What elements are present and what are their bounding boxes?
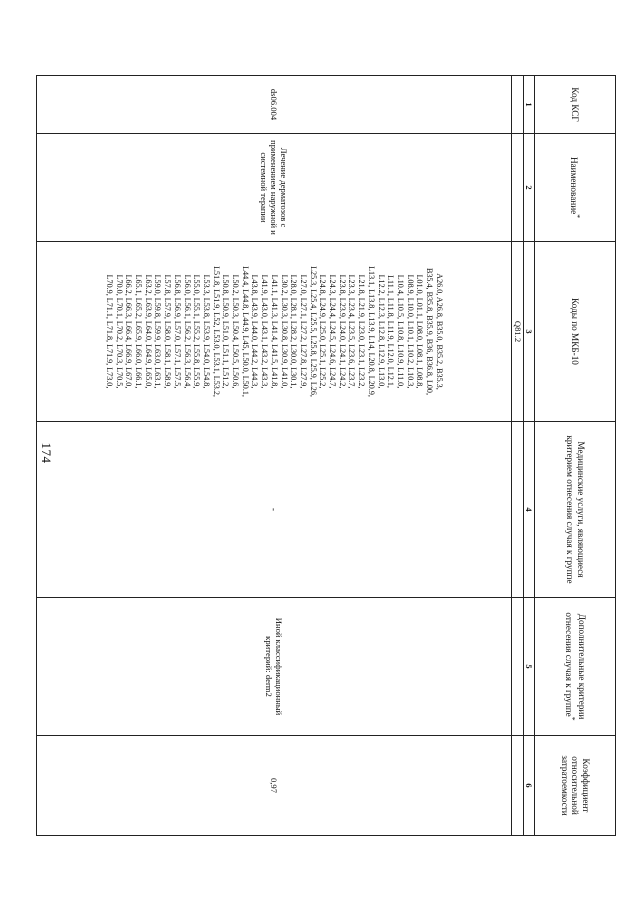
row-mkb-codes xyxy=(37,242,512,422)
mkb-code-line: L55.0, L55.1, L55.2, L55.8, L55.9, xyxy=(192,274,202,389)
mkb-code-line: L24.3, L24.4, L24.5, L24.6, L24.7, xyxy=(328,274,338,389)
mkb-code-line: L70.9, L71.1, L71.8, L71.9, L73.0, xyxy=(104,274,114,389)
mkb-code-line: L50.8, L50.9, L51.0, L51.1, L51.2, xyxy=(221,274,231,389)
rotated-table-sheet xyxy=(36,75,616,835)
mkb-code-line: L21.8, L21.9, L23.0, L23.1, L23.2, xyxy=(357,274,367,389)
mkb-code-line: L08.9, L10.0, L10.1, L10.2, L10.3, xyxy=(405,274,415,389)
mkb-code-line: L50.2, L50.3, L50.4, L50.5, L50.6, xyxy=(231,274,241,389)
row-name: Лечение дерматозов с применением наружной и системной терапии xyxy=(37,134,512,242)
table-row xyxy=(37,76,512,836)
column-number-row xyxy=(523,76,534,836)
mkb-code-line: L24.8, L24.9, L25.0, L25.1, L25.2, xyxy=(318,274,328,389)
carry-mkb-cell: Q81.2 xyxy=(511,242,523,422)
mkb-code-line: L23.8, L23.9, L24.0, L24.1, L24.2, xyxy=(337,274,347,389)
carry-over-row xyxy=(511,76,523,836)
mkb-code-line: L30.2, L30.3, L30.8, L30.9, L41.0, xyxy=(279,274,289,389)
header-name-text: Наименование xyxy=(568,156,579,215)
column-number: 6 xyxy=(523,736,534,836)
column-number: 3 xyxy=(523,242,534,422)
column-number: 1 xyxy=(523,76,534,134)
mkb-code-line: L59.0, L59.8, L59.9, L63.0, L63.1, xyxy=(153,274,163,389)
mkb-code-line: L65.1, L65.2, L65.9, L66.0, L66.1, xyxy=(134,274,143,389)
carry-kod-cell xyxy=(511,76,523,134)
header-mkb-codes: Коды по МКБ-10 xyxy=(535,242,616,422)
mkb-code-line: L11.1, L11.8, L11.9, L12.0, L12.1, xyxy=(386,275,396,388)
header-med-services: Медицинские услуги, являющиеся критерием отнесения случая к группе xyxy=(535,422,616,598)
carry-coefficient-cell xyxy=(511,736,523,836)
mkb-code-line: L10.4, L10.5, L10.8, L10.9, L11.0, xyxy=(395,274,405,389)
header-extra-criteria xyxy=(535,598,616,736)
row-coefficient: 0,97 xyxy=(37,736,512,836)
row-kod: ds06.004 xyxy=(37,76,512,134)
mkb-code-line: L44.4, L44.8, L44.9, L45, L50.0, L50.1, xyxy=(240,266,250,397)
mkb-code-line: L70.0, L70.1, L70.2, L70.3, L70.5, xyxy=(114,274,124,389)
carry-name-cell xyxy=(511,134,523,242)
header-kod-kst: Код КСГ xyxy=(535,76,616,134)
ksg-table xyxy=(36,75,616,836)
carry-criteria-cell xyxy=(511,598,523,736)
mkb-code-line: L63.2, L63.9, L64.0, L64.9, L65.0, xyxy=(143,274,153,389)
mkb-code-line: L53.3, L53.8, L53.9, L54.0, L54.8, xyxy=(201,274,211,389)
mkb-code-line: L43.8, L43.9, L44.0, L44.2, L44.3, xyxy=(250,274,260,389)
mkb-code-line: L66.2, L66.3, L66.4, L66.9, L67.0, xyxy=(124,274,134,389)
page-number: 174 xyxy=(39,442,54,464)
column-number: 4 xyxy=(523,422,534,598)
mkb-code-line: L56.8, L56.9, L57.0, L57.1, L57.5, xyxy=(172,274,182,389)
mkb-code-line: L23.3, L23.4, L23.5, L23.6, L23.7, xyxy=(347,274,357,389)
header-name-footnote: * xyxy=(572,214,582,219)
mkb-code-line: A26.0, A26.8, B35.0, B35.2, B35.3, xyxy=(434,273,444,390)
mkb-code-line: L01.0, L01.1, L08.0, L08.1, L08.8, xyxy=(415,274,425,389)
mkb-code-line: L41.9, L43.0, L43.1, L43.2, L43.3, xyxy=(260,274,270,389)
header-row xyxy=(535,76,616,836)
mkb-code-line: L12.2, L12.3, L12.8, L12.9, L13.0, xyxy=(376,274,386,389)
mkb-code-line: L41.1, L41.3, L41.4, L41.5, L41.8, xyxy=(269,274,279,389)
header-extra-criteria-text: Дополнительные критерии отнесения случая к группе xyxy=(563,612,588,720)
header-extra-criteria-footnote: * xyxy=(567,716,577,721)
mkb-code-line: L13.1, L13.8, L13.9, L14, L20.8, L20.9, xyxy=(366,266,376,397)
column-number: 2 xyxy=(523,134,534,242)
mkb-code-line: L51.8, L51.9, L52, L53.0, L53.1, L53.2, xyxy=(211,266,221,397)
mkb-code-line: L28.0, L28.1, L28.2, L30.0, L30.1, xyxy=(289,274,299,389)
header-coefficient: Коэффициент относительной затратоемкости xyxy=(535,736,616,836)
mkb-code-line: L57.8, L57.9, L58.0, L58.1, L58.9, xyxy=(163,274,173,389)
column-number: 5 xyxy=(523,598,534,736)
mkb-code-line: B35.4, B35.8, B35.9, B36, B36.8, L00, xyxy=(425,267,435,396)
header-name xyxy=(535,134,616,242)
row-services: - xyxy=(37,422,512,598)
mkb-code-line: L25.3, L25.4, L25.5, L25.8, L25.9, L26, xyxy=(308,266,318,397)
row-criteria: Иной классификационный критерий: derm2 xyxy=(37,598,512,736)
mkb-code-line: L27.0, L27.1, L27.2, L27.8, L27.9, xyxy=(298,274,308,389)
mkb-code-line: L56.0, L56.1, L56.2, L56.3, L56.4, xyxy=(182,274,192,389)
carry-services-cell xyxy=(511,422,523,598)
